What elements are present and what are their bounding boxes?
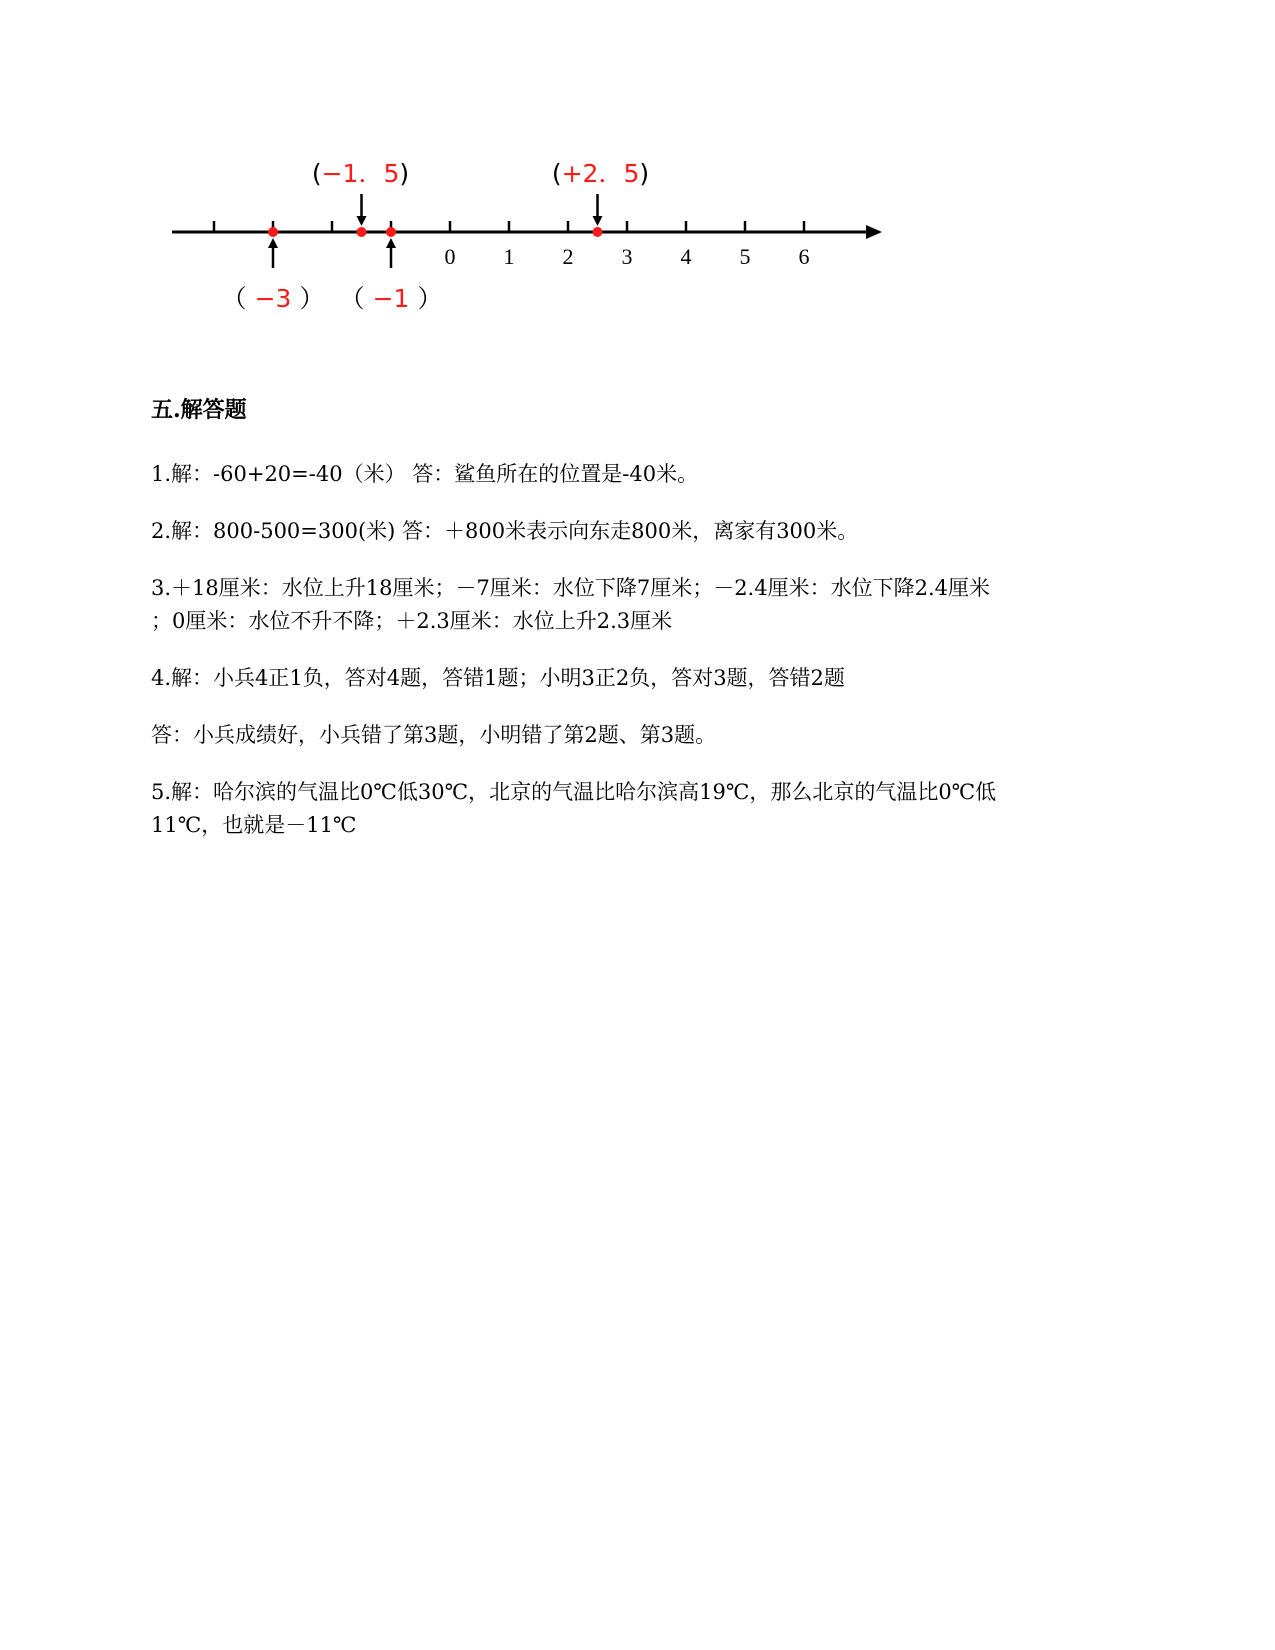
- answer-item-1: [151, 458, 1131, 491]
- answer-line: 1.解：-60+20=-40（米） 答：鲨鱼所在的位置是-40米。: [151, 462, 699, 486]
- axis-arrowhead: [866, 225, 882, 239]
- answer-item-4: [151, 662, 1131, 695]
- callout-label: [340, 284, 443, 313]
- callout-close-paren: ）: [417, 284, 443, 313]
- number-line-ticks: [214, 221, 810, 269]
- answer-line: 4.解：小兵4正1负，答对4题，答错1题；小明3正2负，答对3题，答错2题: [151, 666, 845, 690]
- pointer-arrowhead: [386, 238, 396, 248]
- callout-open-paren: (: [311, 159, 322, 188]
- tick-label: 2: [562, 244, 574, 269]
- callout-value: −3: [246, 284, 300, 313]
- callout-label: [312, 159, 409, 188]
- callout-label: [222, 284, 325, 313]
- answer-item-5: [151, 776, 1131, 842]
- tick-label: 0: [444, 244, 456, 269]
- tick-label: 5: [739, 244, 751, 269]
- number-line-axis: [172, 225, 882, 239]
- callout-label: [552, 159, 649, 188]
- callout-close-paren: ）: [299, 284, 325, 313]
- section-title: 五.解答题: [151, 397, 247, 423]
- number-line-callouts: [222, 159, 650, 313]
- pointer-arrowhead: [268, 238, 278, 248]
- pointer-arrowhead: [357, 216, 367, 226]
- callout-value: −1: [364, 284, 418, 313]
- answer-line: 3.＋18厘米：水位上升18厘米；－7厘米：水位下降7厘米；－2.4厘米：水位下降2.4厘米: [151, 576, 990, 600]
- answer-line: 2.解：800-500=300(米) 答：＋800米表示向东走800米，离家有300米。: [151, 519, 859, 543]
- tick-label: 4: [680, 244, 692, 269]
- answer-line: 5.解：哈尔滨的气温比0℃低30℃，北京的气温比哈尔滨高19℃，那么北京的气温比0℃低: [151, 780, 997, 804]
- tick-label: 3: [621, 244, 633, 269]
- callout-open-paren: （: [339, 284, 365, 313]
- tick-label: 1: [503, 244, 515, 269]
- callout-close-paren: ): [399, 159, 410, 188]
- answer-line: ；0厘米：水位不升不降；＋2.3厘米：水位上升2.3厘米: [151, 609, 673, 633]
- number-line-diagram: [0, 0, 1275, 360]
- callout-value: +2．5: [561, 159, 640, 188]
- callout-value: −1．5: [321, 159, 400, 188]
- answer-line: 11℃，也就是－11℃: [151, 813, 357, 837]
- answer-line: 答：小兵成绩好，小兵错了第3题，小明错了第2题、第3题。: [151, 723, 717, 747]
- point-marker: [357, 227, 367, 237]
- pointer-arrowhead: [593, 216, 603, 226]
- point-marker: [268, 227, 278, 237]
- tick-label: 6: [798, 244, 810, 269]
- answer-list: [151, 458, 1131, 866]
- callout-close-paren: ): [639, 159, 650, 188]
- answer-item-3: [151, 572, 1131, 638]
- answer-item-4-conclusion: [151, 719, 1131, 752]
- point-marker: [593, 227, 603, 237]
- point-marker: [386, 227, 396, 237]
- callout-open-paren: (: [551, 159, 562, 188]
- answer-item-2: [151, 515, 1131, 548]
- callout-open-paren: （: [221, 284, 247, 313]
